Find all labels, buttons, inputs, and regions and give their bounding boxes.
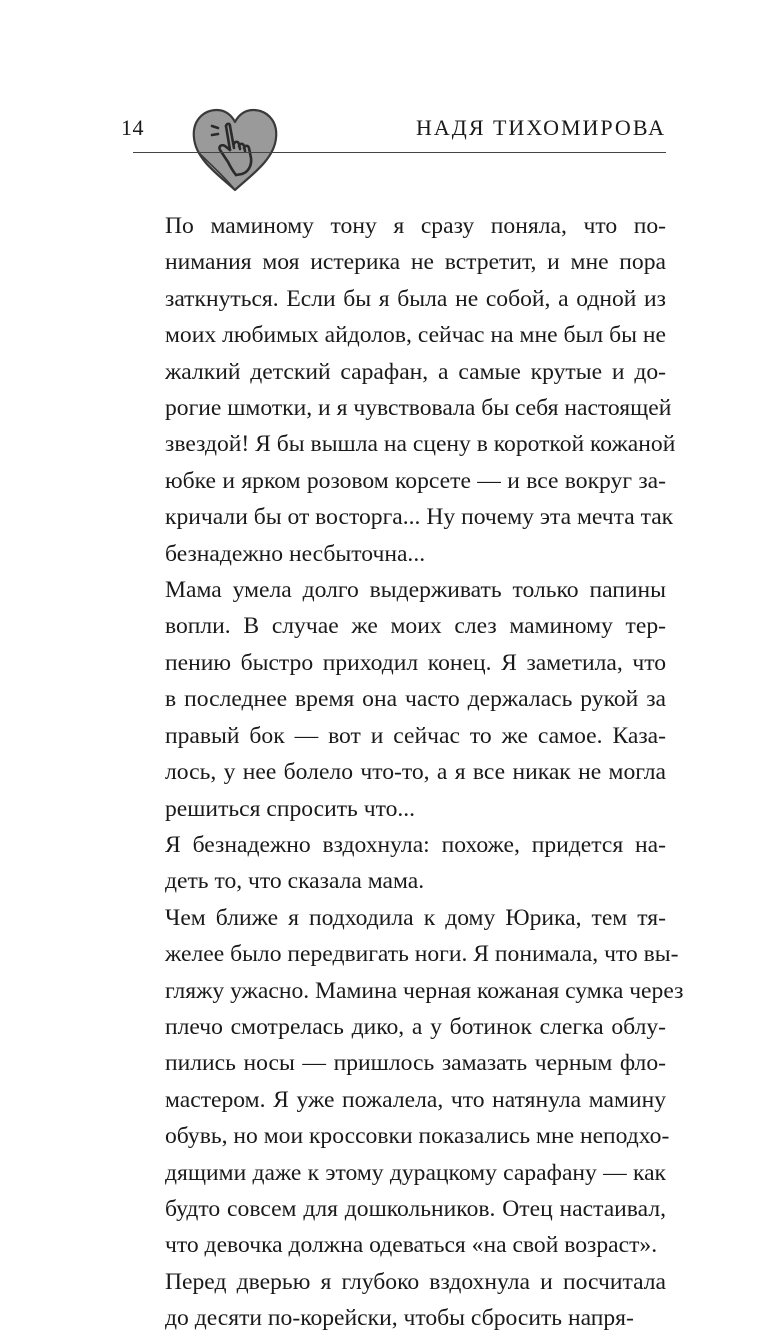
text-line: лось, у нее болело что-то, а я все никак не могла: [165, 759, 666, 786]
text-line: кричали бы от восторга... Ну почему эта мечта так: [165, 504, 674, 531]
text-line: мастером. Я уже пожалела, что натянула мамину: [165, 1086, 666, 1113]
paragraph: [134, 827, 666, 900]
text-line: Перед дверью я глубоко вздохнула и посчитала: [165, 1268, 666, 1295]
body-text: [134, 208, 684, 1337]
page-number: 14: [121, 115, 144, 140]
text-line: вопли. В случае же моих слез маминому тер-: [165, 613, 666, 640]
text-line: гляжу ужасно. Мамина черная кожаная сумка через: [165, 977, 684, 1004]
paragraph: [134, 208, 676, 572]
text-line: решиться спросить что...: [165, 795, 416, 822]
heart-hand-icon: [190, 104, 280, 196]
text-line: Мама умела долго выдерживать только папины: [165, 577, 666, 604]
text-line: пению быстро приходил конец. Я заметила, что: [165, 649, 666, 676]
text-line: По маминому тону я сразу поняла, что по-: [165, 213, 666, 239]
text-line: что девочка должна одеваться «на свой возраст».: [165, 1232, 658, 1259]
text-line: правый бок — вот и сейчас то же самое. Каза-: [165, 722, 666, 749]
header-rule: [133, 152, 666, 153]
author-name: НАДЯ ТИХОМИРОВА: [416, 115, 666, 140]
paragraph: [134, 1264, 666, 1337]
text-line: Чем ближе я подходила к дому Юрика, тем тя-: [165, 904, 666, 931]
paragraph: [134, 900, 684, 1264]
text-line: дящими даже к этому дурацкому сарафану — как: [165, 1159, 666, 1186]
text-line: плечо смотрелась дико, а у ботинок слегка облу-: [165, 1013, 666, 1040]
text-line: Я безнадежно вздохнула: похоже, придется на-: [165, 831, 666, 858]
text-line: пились носы — пришлось замазать черным фло-: [165, 1050, 666, 1077]
text-line: заткнуться. Если бы я была не собой, а одной из: [165, 285, 666, 312]
paragraph: [134, 572, 666, 827]
text-line: в последнее время она часто держалась рукой за: [165, 686, 666, 713]
text-line: рогие шмотки, и я чувствовала бы себя настоящей: [165, 395, 672, 422]
text-line: звездой! Я бы вышла на сцену в короткой кожаной: [165, 431, 676, 458]
text-line: будто совсем для дошкольников. Отец настаивал,: [165, 1195, 666, 1222]
text-line: до десяти по-корейски, чтобы сбросить напря-: [165, 1305, 634, 1332]
text-line: юбке и ярком розовом корсете — и все вокруг за-: [165, 467, 666, 494]
text-line: желее было передвигать ноги. Я понимала, что вы-: [165, 941, 679, 968]
text-line: жалкий детский сарафан, а самые крутые и до-: [165, 358, 666, 385]
text-line: обувь, но мои кроссовки показались мне неподхо-: [165, 1123, 670, 1150]
text-line: безнадежно несбыточна...: [165, 540, 426, 567]
text-line: нимания моя истерика не встретит, и мне пора: [165, 249, 666, 276]
text-line: деть то, что сказала мама.: [165, 868, 425, 895]
text-line: моих любимых айдолов, сейчас на мне был бы не: [165, 322, 666, 349]
